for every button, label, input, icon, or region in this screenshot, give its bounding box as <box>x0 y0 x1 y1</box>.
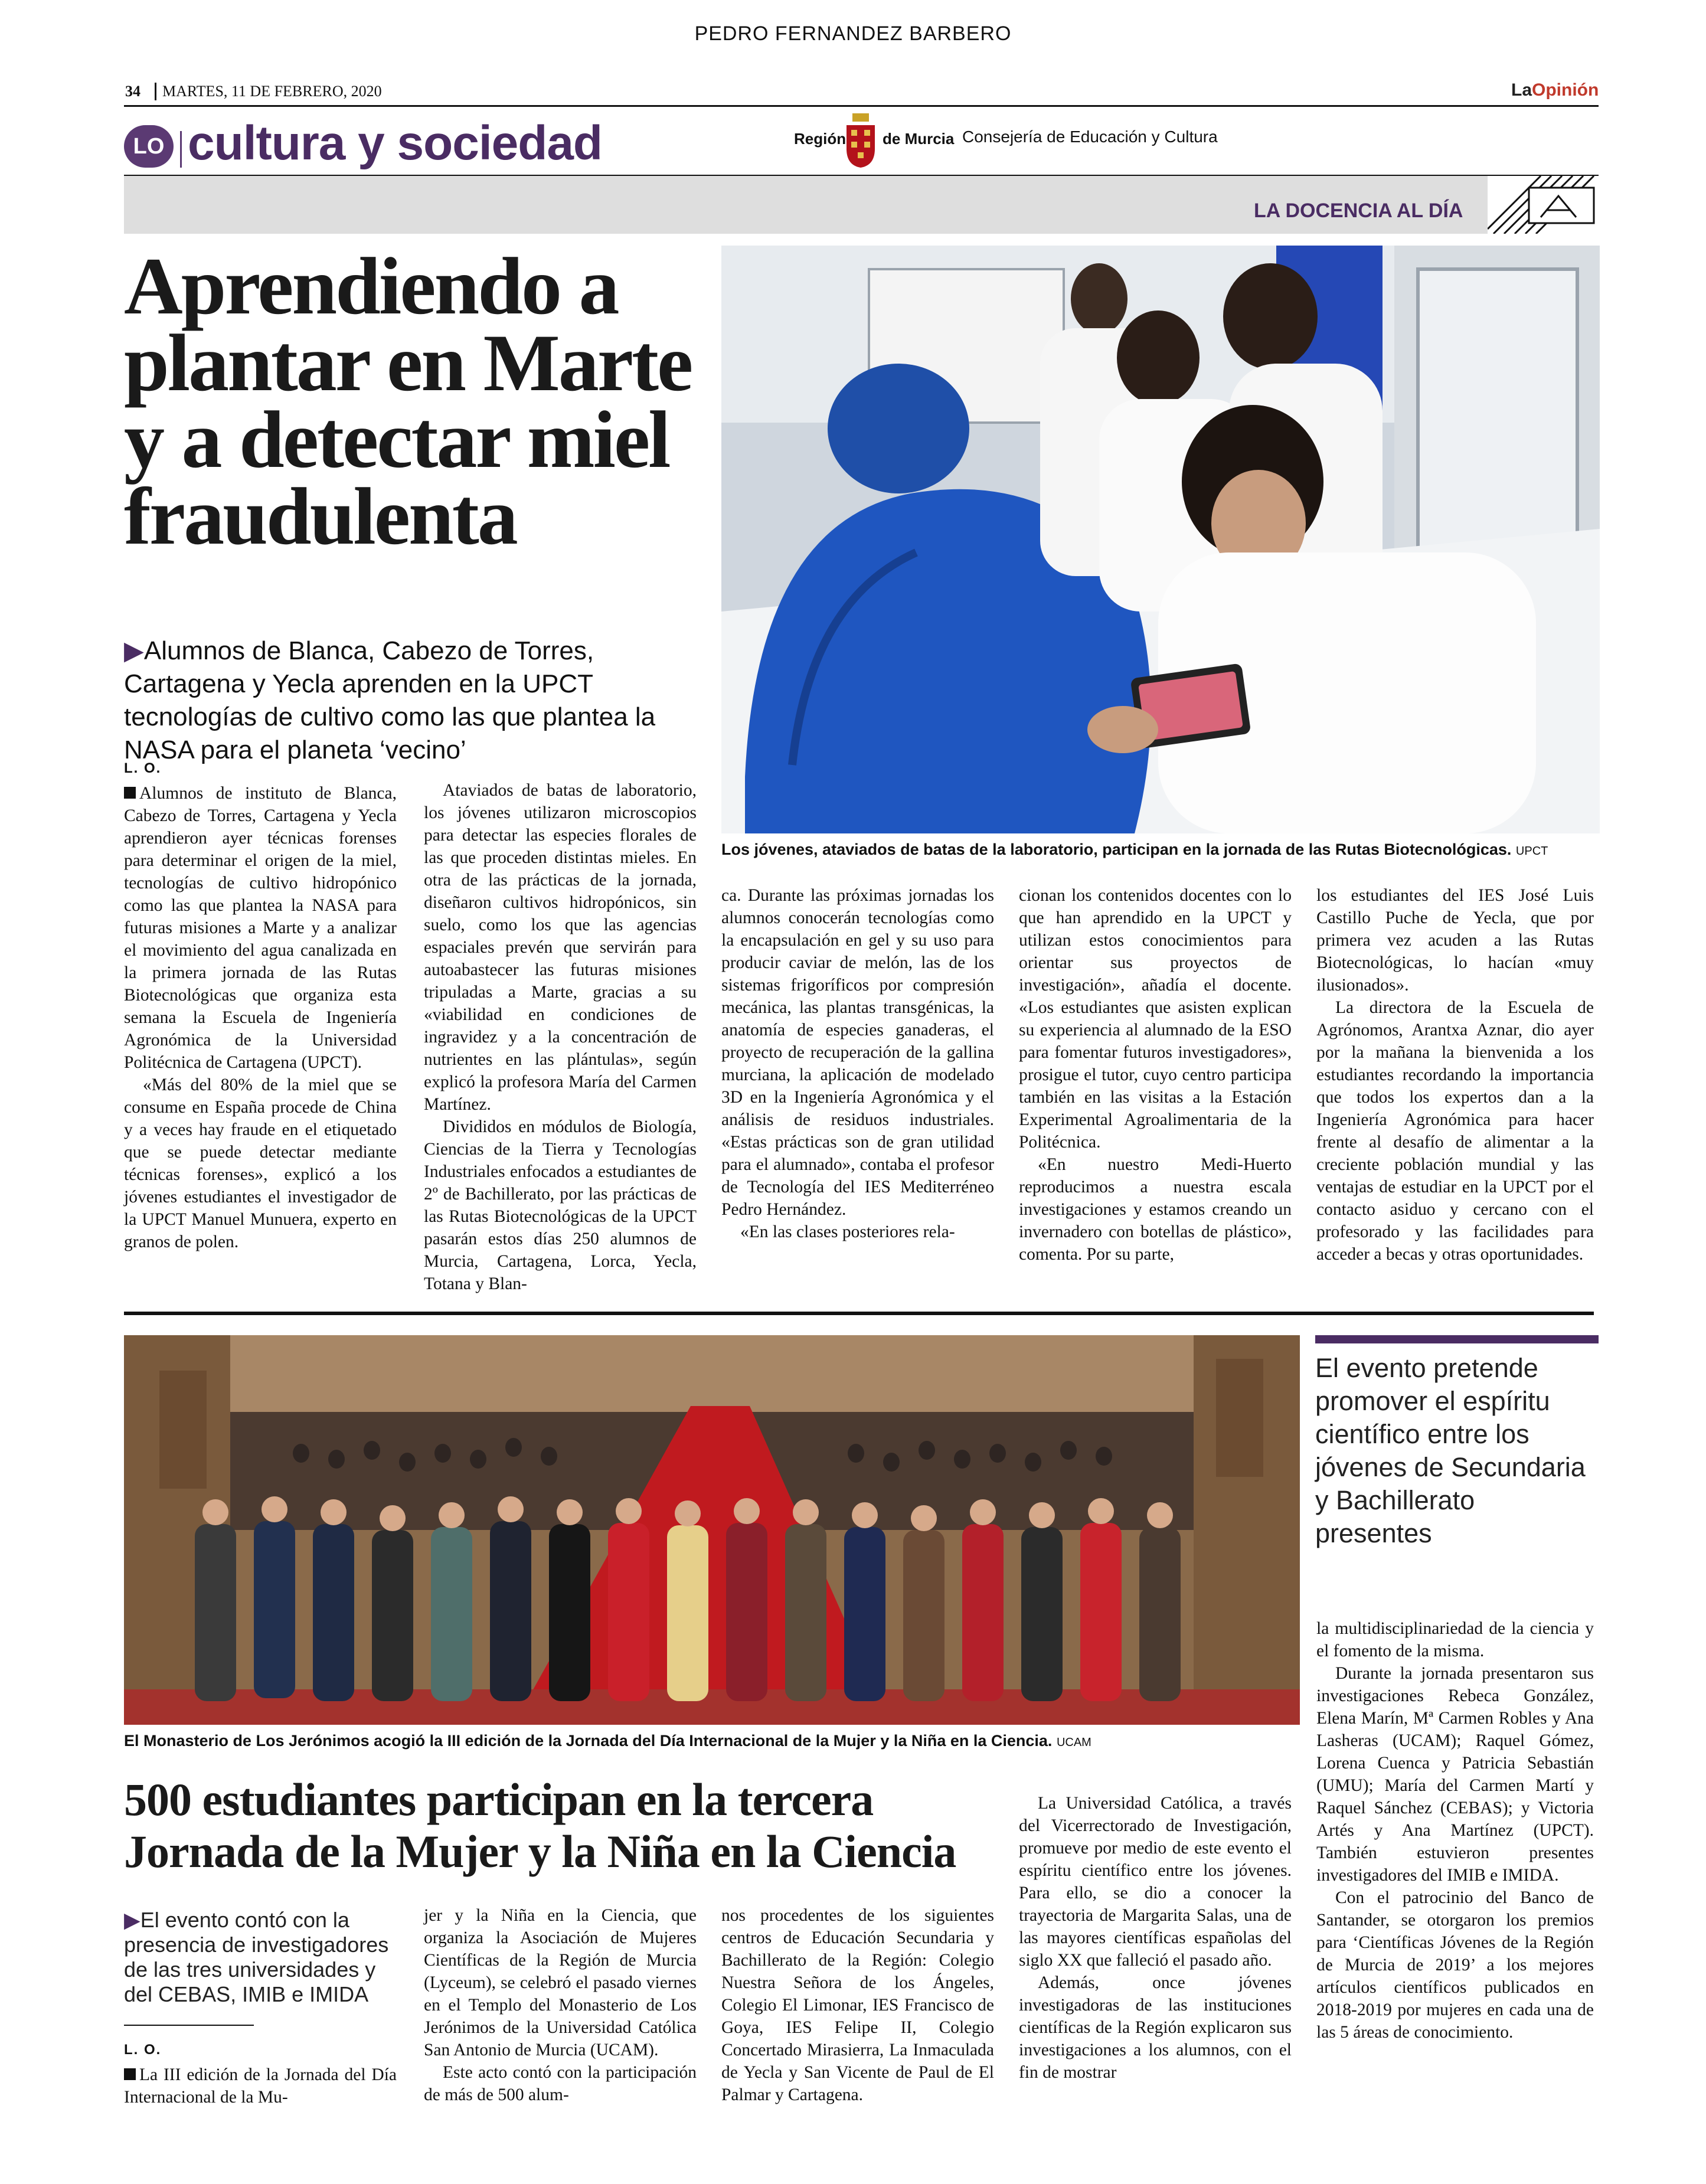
article-column-3 <box>721 884 994 1243</box>
paragraph: Además, once jóvenes investigadoras de las instituciones científicas de la Región explicaron sus investigaciones a los alumnos, con el fin de mostrar <box>1019 1973 1292 2082</box>
paragraph: ca. Durante las próximas jornadas los alumnos conocerán tecnologías como la encapsulación en gel y su uso para producir caviar de melón, las de los sistemas frigoríficos por compresión mecánica, las plantas transgénicas, la anatomía de especies ganaderas, el proyecto de recuperación de la gallina murciana, la aplicación de modelado 3D en la Ingeniería Agronómica y el análisis de residuos industriales. «Estas prácticas son de gran utilidad para el alumnado», contaba el profesor de Tecnología del IES Mediterréneo Pedro Hernández. <box>721 886 994 1219</box>
paragraph: cionan los contenidos docentes con lo que han aprendido en la UPCT y utilizan estos conocimientos para orientar sus proyectos de investigación», añadía el docente. «Los estudiantes que asisten explican su experiencia al alumnado de la ESO para fomentar futuros investigadores», prosigue el tutor, cuyo centro participa también en las visitas a la Estación Experimental Agroalimentaria de la Politécnica. <box>1019 886 1292 1152</box>
chalkboard-icon <box>1488 176 1599 234</box>
article-subhead-2 <box>124 1908 401 2007</box>
subhead-text: El evento contó con la presencia de investigadores de las tres universidades y del CEBAS, IMIB e IMIDA <box>124 1908 389 2006</box>
paragraph: nos procedentes de los siguientes centros de Educación Secundaria y Bachillerato de la Región: Colegio Nuestra Señora de los Ángeles, Colegio El Limonar, IES Francisco de Goya, IES Felipe II, Colegio Concertado Mirasierra, La Inmaculada de Yecla y San Vicente de Paul de El Palmar y Cartagena. <box>721 1906 994 2104</box>
caption-text: Los jóvenes, ataviados de batas de la laboratorio, participan en la jornada de las Rutas Biotecnológicas. <box>721 841 1512 858</box>
lead-square-icon <box>124 787 136 799</box>
paragraph: los estudiantes del IES José Luis Castillo Puche de Yecla, que por primera vez acuden a las Rutas Biotecnológicas, lo hacían «muy ilusionados». <box>1316 886 1594 995</box>
paragraph: Divididos en módulos de Biología, Ciencias de la Tierra y Tecnologías Industriales enfocados a estudiantes de 2º de Bachillerato, por las prácticas de las Rutas Biotecnológicas de la UPCT pasarán estos días 250 alumnos de Murcia, Cartagena, Lorca, Yecla, Totana y Blan- <box>424 1117 697 1293</box>
logo-part-la: La <box>1511 80 1532 100</box>
article-column-2 <box>424 779 697 1295</box>
page-number: 34 <box>125 83 140 100</box>
photo-credit: UPCT <box>1515 845 1548 858</box>
headline-line: Jornada de la Mujer y la Niña en la Ciencia <box>124 1826 956 1877</box>
article2-column-1 <box>124 2039 397 2108</box>
paragraph: La Universidad Católica, a través del Vicerrectorado de Investigación, promueve por medio de este evento el espíritu científico entre los jóvenes. Para ello, se dio a conocer la trayectoria de Margarita Salas, una de las mayores científicas españolas del siglo XX que falleció el pasado año. <box>1019 1794 1292 1970</box>
paragraph: La directora de la Escuela de Agrónomos, Arantxa Aznar, dio ayer por la mañana la bienvenida a los estudiantes recordando la importancia que todos los expertos dan a la Ingeniería Agronómica para hacer frente al desafío de alimentar a la creciente población mundial y las ventajas de estudiar en la UPCT por el contacto asiduo y cercano con el profesorado y las facilidades para acceder a becas y otras oportunidades. <box>1316 998 1594 1264</box>
article2-column-2 <box>424 1904 697 2106</box>
section-badge: LO <box>124 125 174 168</box>
lead-square-icon <box>124 2068 136 2080</box>
pull-quote: El evento pretende promover el espíritu científico entre los jóvenes de Secundaria y Bachillerato presentes <box>1315 1353 1586 1548</box>
paragraph: «Más del 80% de la miel que se consume en España procede de China y a veces hay fraude en el etiquetado que se puede detectar mediante técnicas forenses», explicó a los jóvenes estudiantes el investigador de la UPCT Manuel Munuera, experto en granos de polen. <box>124 1075 397 1251</box>
paragraph: la multidisciplinariedad de la ciencia y el fomento de la misma. <box>1316 1619 1594 1660</box>
photo-caption <box>721 841 1548 859</box>
headline-line: 500 estudiantes participan en la tercera <box>124 1774 874 1825</box>
article-column-1 <box>124 757 397 1253</box>
article-headline <box>124 241 714 561</box>
paragraph-text: Alumnos de instituto de Blanca, Cabezo de Torres, Cartagena y Yecla aprendieron ayer técnicas forenses para determinar el origen de la miel, tecnologías de cultivo hidropónico como las que plantea la NASA para futuras misiones a Marte y a analizar el movimiento del agua canalizada en la primera jornada de las Rutas Biotecnológicas que organiza esta semana la Escuela de Ingeniería Agronómica de la Universidad Politécnica de Cartagena (UPCT). <box>124 784 397 1072</box>
newspaper-logo <box>1511 80 1599 100</box>
article-divider <box>124 1312 1594 1315</box>
region-crest-icon <box>844 112 877 169</box>
photo-credit: UCAM <box>1056 1736 1091 1749</box>
section-separator <box>180 131 182 168</box>
headline-line: fraudulenta <box>124 471 517 561</box>
headline-line: plantar en Marte <box>124 318 692 408</box>
consejeria-label: Consejería de Educación y Cultura <box>962 127 1218 146</box>
issue-date: MARTES, 11 DE FEBRERO, 2020 <box>155 83 382 100</box>
article2-column-5 <box>1316 1617 1594 2044</box>
region-label: Región <box>794 130 847 148</box>
paragraph <box>124 2064 397 2108</box>
paragraph: Con el patrocinio del Banco de Santander, se otorgaron los premios para ‘Científicas Jóvenes de la Región de Murcia de 2019’ a los mejores artículos científicos publicados en 2018-2019 por mujeres en cada una de las 5 áreas de conocimiento. <box>1316 1888 1594 2042</box>
article2-column-3 <box>721 1904 994 2106</box>
logo-part-opinion: Opinión <box>1532 80 1599 100</box>
article-column-4 <box>1019 884 1292 1266</box>
byline: L. O. <box>124 760 162 776</box>
lab-students-photo <box>721 246 1600 833</box>
paragraph: jer y la Niña en la Ciencia, que organiza la Asociación de Mujeres Científicas de la Región de Murcia (Lyceum), se celebró el pasado viernes en el Templo del Monasterio de Los Jerónimos de la Universidad Católica San Antonio de Murcia (UCAM). <box>424 1906 697 2059</box>
article-column-5 <box>1316 884 1594 1266</box>
section-title: cultura y sociedad <box>188 116 603 170</box>
banner-label: LA DOCENCIA AL DÍA <box>1254 200 1463 222</box>
headline-line: y a detectar miel <box>124 394 669 485</box>
subhead-text: Alumnos de Blanca, Cabezo de Torres, Cartagena y Yecla aprenden en la UPCT tecnologías de cultivo como las que plantea la NASA para el planeta ‘vecino’ <box>124 636 656 764</box>
triangle-bullet-icon: ▶ <box>124 1908 140 1932</box>
subhead-rule <box>124 2025 254 2026</box>
triangle-bullet-icon: ▶ <box>124 636 144 665</box>
paragraph <box>124 782 397 1074</box>
article-subhead <box>124 635 714 767</box>
paragraph: «En las clases posteriores rela- <box>740 1222 955 1241</box>
article2-column-4 <box>1019 1792 1292 2084</box>
pull-quote-rule <box>1315 1335 1599 1343</box>
caption-text: El Monasterio de Los Jerónimos acogió la III edición de la Jornada del Día Internacional de la Mujer y la Niña en la Ciencia. <box>124 1732 1053 1750</box>
paragraph-text: La III edición de la Jornada del Día Internacional de la Mu- <box>124 2065 397 2107</box>
paragraph: Este acto contó con la participación de más de 500 alum- <box>424 2063 697 2104</box>
header-rule <box>124 105 1599 107</box>
byline: L. O. <box>124 2042 162 2058</box>
paragraph: Ataviados de batas de laboratorio, los jóvenes utilizaron microscopios para detectar las especies florales de las que proceden distintas mieles. En otra de las prácticas de la jornada, diseñaron cultivos hidropónicos, sin suelo, como los que las agencias espaciales prevén que servirán para autoabastecer las futuras misiones tripuladas a Marte, gracias a su «viabilidad en condiciones de ingravidez y a la concentración de nutrientes en las plántulas», según explicó la profesora María del Carmen Martínez. <box>424 781 697 1114</box>
page-author: PEDRO FERNANDEZ BARBERO <box>694 22 1012 45</box>
headline-line: Aprendiendo a <box>124 241 618 331</box>
photo-caption-2 <box>124 1732 1091 1750</box>
paragraph: Durante la jornada presentaron sus investigaciones Rebeca González, Elena Marín, Mª Carmen Robles y Ana Lasheras (UCAM); Raquel Gómez, Lorena Cuenca y Patricia Sebastián (UMU); María del Carmen Martí y Raquel Sánchez (CEBAS); y Victoria Artés y Ana Martínez (UPCT). También estuvieron presentes investigadores del IMIB e IMIDA. <box>1316 1664 1594 1885</box>
region-label-2: de Murcia <box>883 130 955 148</box>
group-photo <box>124 1335 1300 1725</box>
paragraph: «En nuestro Medi-Huerto reproducimos a nuestra escala investigaciones y estamos creando un invernadero con botellas de plástico», comenta. Por su parte, <box>1019 1155 1292 1264</box>
